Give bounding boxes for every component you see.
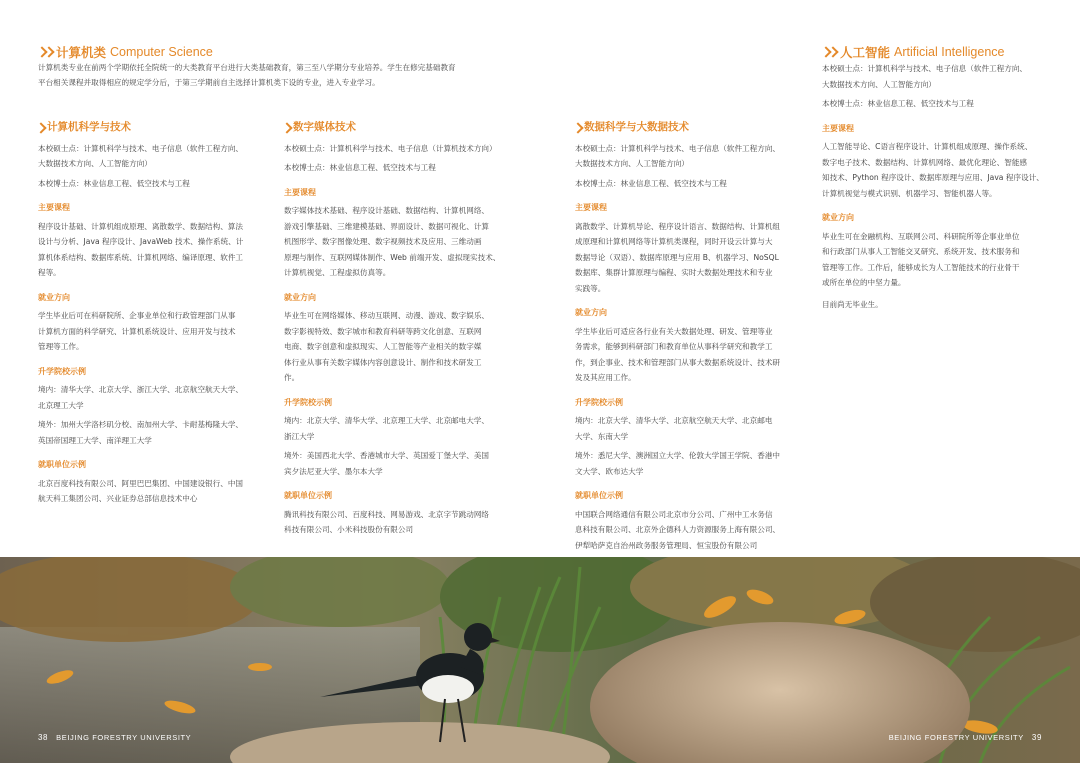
ai-courses xyxy=(822,139,1052,201)
ai-graduates: 目前尚无毕业生。 xyxy=(822,299,883,309)
text-line: 文大学、欧布达大学 xyxy=(575,466,644,476)
double-chevron-icon xyxy=(822,47,836,57)
cs-section-heading xyxy=(38,43,213,61)
schools-domestic xyxy=(38,382,260,413)
text-line: 息科技有限公司、北京外企德科人力资源服务上海有限公司、 xyxy=(575,525,781,534)
text-line: 境内：北京大学、清华大学、北京理工大学、北京邮电大学、 xyxy=(284,416,490,425)
master-programs xyxy=(575,141,797,172)
career-text xyxy=(575,324,797,386)
text-line: 学生毕业后可适应各行业有关大数据处理、研发、管理等业 xyxy=(575,326,773,336)
text-line: 本校硕士点：计算机科学与技术、电子信息（计算机技术方向） xyxy=(284,143,497,153)
text-line: 大数据技术方向、人工智能方向） xyxy=(822,79,936,89)
major-title-text: 计算机科学与技术 xyxy=(47,121,131,133)
text-line: 境外：加州大学洛杉矶分校、南加州大学、卡耐基梅隆大学、 xyxy=(38,420,244,429)
ai-career-title: 就业方向 xyxy=(822,212,854,222)
text-line: 数字电子技术、数据结构、计算机网络、最优化理论、智能感 xyxy=(822,157,1028,167)
text-line: 实践等。 xyxy=(575,283,606,293)
text-line: 北京百度科技有限公司、阿里巴巴集团、中国建设银行、中国 xyxy=(38,478,244,488)
text-line: 管理等工作。 xyxy=(38,342,84,351)
schools-title: 升学院校示例 xyxy=(38,365,86,376)
schools-title: 升学院校示例 xyxy=(284,396,332,407)
text-line: 科技有限公司、小米科技股份有限公司 xyxy=(284,525,414,534)
ai-master xyxy=(822,61,1052,92)
text-line: 境内：清华大学、北京大学、浙江大学、北京航空航天大学、 xyxy=(38,385,244,394)
text-line: 成原理和计算机网络等计算机类课程，同时开设云计算与大 xyxy=(575,237,773,246)
schools-domestic xyxy=(575,413,797,444)
text-line: 毕业生可在金融机构、互联网公司、科研院所等企事业单位 xyxy=(822,231,1020,241)
text-line: 数字影视特效、数字城市和教育科研等跨文化创意、互联网 xyxy=(284,326,482,336)
courses-title: 主要课程 xyxy=(575,202,607,212)
phd-programs: 本校博士点：林业信息工程、低空技术与工程 xyxy=(284,163,436,172)
text-line: 管理等工作。工作后，能够成长为人工智能技术的行业骨干 xyxy=(822,262,1020,272)
text-line: 大学、东南大学 xyxy=(575,431,629,441)
major-title-text: 数字媒体技术 xyxy=(293,121,356,133)
text-line: 程等。 xyxy=(38,268,61,277)
text-line: 北京理工大学 xyxy=(38,400,84,410)
text-line: 或所在单位的中坚力量。 xyxy=(822,278,906,287)
career-title: 就业方向 xyxy=(575,307,607,317)
schools-domestic xyxy=(284,413,506,444)
text-line: 境内：北京大学、清华大学、北京航空航天大学、北京邮电 xyxy=(575,416,773,425)
ai-section-heading xyxy=(822,43,1004,61)
ai-career xyxy=(822,229,1052,291)
courses-text xyxy=(284,203,506,281)
text-line: 腾讯科技有限公司、百度科技、网易游戏、北京字节跳动网络 xyxy=(284,509,490,519)
master-programs xyxy=(284,141,506,157)
chevron-right-icon xyxy=(284,123,290,133)
page-number-left: 38 xyxy=(38,733,49,742)
ai-phd: 本校博士点：林业信息工程、低空技术与工程 xyxy=(822,99,974,108)
major-title-text: 数据科学与大数据技术 xyxy=(584,121,689,133)
text-line: 计算机视觉与模式识别、机器学习、智能机器人等。 xyxy=(822,188,997,198)
cs-heading-cn: 计算机类 xyxy=(56,45,107,60)
employers-text xyxy=(38,476,260,507)
text-line: 发及其应用工作。 xyxy=(575,373,636,382)
footer-university-left: BEIJING FORESTRY UNIVERSITY xyxy=(56,733,192,742)
text-line: 机图形学、数字图像处理、数字视频技术及应用、三维动画 xyxy=(284,237,482,246)
courses-title: 主要课程 xyxy=(284,186,316,197)
text-line: 算机体系结构、数据库系统、计算机网络、编译原理、软件工 xyxy=(38,252,244,262)
text-line: 毕业生可在网络媒体、移动互联网、动漫、游戏、数字娱乐、 xyxy=(284,311,490,320)
text-line: 本校硕士点：计算机科学与技术、电子信息（软件工程方向、 xyxy=(822,64,1028,73)
text-line: 作。 xyxy=(284,373,300,382)
schools-abroad xyxy=(284,448,506,479)
schools-abroad xyxy=(38,417,260,448)
text-line: 英国帝国理工大学、南洋理工大学 xyxy=(38,435,152,445)
text-line: 游戏引擎基础、三维建模基础、界面设计、数据可视化、计算 xyxy=(284,221,490,231)
major-column-ds xyxy=(575,120,797,557)
courses-text xyxy=(38,219,260,281)
ai-heading-en: Artificial Intelligence xyxy=(894,45,1005,59)
major-column-cs xyxy=(38,120,260,511)
chevron-right-icon xyxy=(575,123,581,133)
footer-left xyxy=(38,733,191,742)
cs-intro xyxy=(38,60,518,90)
chevron-right-icon xyxy=(38,123,44,133)
footer-right xyxy=(889,733,1042,742)
text-line: 境外：美国西北大学、香港城市大学、英国爱丁堡大学、美国 xyxy=(284,451,490,460)
text-line: 电商、数字创意和虚拟现实、人工智能等产业相关的数字媒 xyxy=(284,342,482,351)
text-line: 计算机视觉、工程虚拟仿真等。 xyxy=(284,268,391,277)
phd-programs: 本校博士点：林业信息工程、低空技术与工程 xyxy=(38,178,190,188)
employers-text xyxy=(575,507,797,554)
text-line: 中国联合网络通信有限公司北京市分公司、广州中工水务信 xyxy=(575,509,773,519)
text-line: 大数据技术方向、人工智能方向） xyxy=(575,159,689,168)
ai-column xyxy=(822,61,1052,316)
employers-title: 就职单位示例 xyxy=(284,490,332,500)
text-line: 和行政部门从事人工智能交叉研究、系统开发、技术服务和 xyxy=(822,247,1020,256)
text-line: 浙江大学 xyxy=(284,431,315,441)
schools-abroad xyxy=(575,448,797,479)
master-programs xyxy=(38,141,260,172)
major-title xyxy=(284,120,506,136)
ai-courses-title: 主要课程 xyxy=(822,122,854,133)
career-title: 就业方向 xyxy=(284,291,316,302)
employers-title: 就职单位示例 xyxy=(38,459,86,469)
text-line: 本校硕士点：计算机科学与技术、电子信息（软件工程方向、 xyxy=(38,143,244,153)
career-text xyxy=(284,308,506,386)
cs-intro-line: 平台相关课程并取得相应的规定学分后，于第三学期前自主选择计算机类下设的专业，进入专业学习。 xyxy=(38,78,380,87)
courses-text xyxy=(575,219,797,297)
career-text xyxy=(38,308,260,355)
double-chevron-icon xyxy=(38,47,52,57)
text-line: 计算机方面的科学研究、计算机系统设计、应用开发与技术 xyxy=(38,326,236,336)
employers-text xyxy=(284,507,506,538)
text-line: 作，到企事业、技术和管理部门从事大数据系统设计、技术研 xyxy=(575,357,781,367)
page-number-right: 39 xyxy=(1031,733,1042,742)
text-line: 数据库、集群计算原理与编程、实时大数据处理技术和专业 xyxy=(575,268,773,277)
text-line: 境外：悉尼大学、澳洲国立大学、伦敦大学国王学院、香港中 xyxy=(575,451,781,460)
major-title xyxy=(575,120,797,136)
text-line: 设计与分析、Java 程序设计、JavaWeb 技术、操作系统、计 xyxy=(38,237,244,246)
career-title: 就业方向 xyxy=(38,291,70,302)
text-line: 离散数学、计算机导论、程序设计语言、数据结构、计算机组 xyxy=(575,221,781,231)
major-column-dmt xyxy=(284,120,506,542)
footer-university-right: BEIJING FORESTRY UNIVERSITY xyxy=(888,733,1024,742)
cs-heading-en: Computer Science xyxy=(110,45,213,59)
text-line: 人工智能导论、C语言程序设计、计算机组成原理、操作系统、 xyxy=(822,142,1033,151)
cs-intro-line: 计算机类专业在前两个学期依托全院统一的大类教育平台进行大类基础教育，第三至八学期分专业培养。学生在修完基础教育 xyxy=(38,63,456,72)
courses-title: 主要课程 xyxy=(38,202,70,212)
text-line: 伊犁哈萨克自治州政务服务管理局、恒宝股份有限公司 xyxy=(575,540,758,550)
schools-title: 升学院校示例 xyxy=(575,396,623,407)
phd-programs: 本校博士点：林业信息工程、低空技术与工程 xyxy=(575,178,727,188)
text-line: 宾夕法尼亚大学、墨尔本大学 xyxy=(284,466,383,476)
employers-title: 就职单位示例 xyxy=(575,490,623,500)
text-line: 程序设计基础、计算机组成原理、离散数学、数据结构、算法 xyxy=(38,221,244,231)
text-line: 知技术、Python 程序设计、数据库原理与应用、Java 程序设计、 xyxy=(822,173,1044,182)
major-title xyxy=(38,120,260,136)
text-line: 务需求，能够到科研部门和教育单位从事科学研究和教学工 xyxy=(575,342,773,351)
text-line: 数据导论（双语）、数据库原理与应用 B、机器学习、NoSQL xyxy=(575,252,779,262)
text-line: 体行业从事有关数字媒体内容创意设计、制作和技术研发工 xyxy=(284,357,482,367)
text-line: 大数据技术方向、人工智能方向） xyxy=(38,159,152,168)
text-line: 原理与制作、互联网媒体制作、Web 前端开发、虚拟现实技术、 xyxy=(284,252,501,262)
text-line: 学生毕业后可在科研院所、企事业单位和行政管理部门从事 xyxy=(38,311,236,320)
text-line: 航天科工集团公司、兴业证券总部信息技术中心 xyxy=(38,494,198,503)
text-line: 本校硕士点：计算机科学与技术、电子信息（软件工程方向、 xyxy=(575,143,781,153)
ai-heading-cn: 人工智能 xyxy=(840,45,891,60)
text-line: 数字媒体技术基础、程序设计基础、数据结构、计算机网络、 xyxy=(284,206,490,215)
